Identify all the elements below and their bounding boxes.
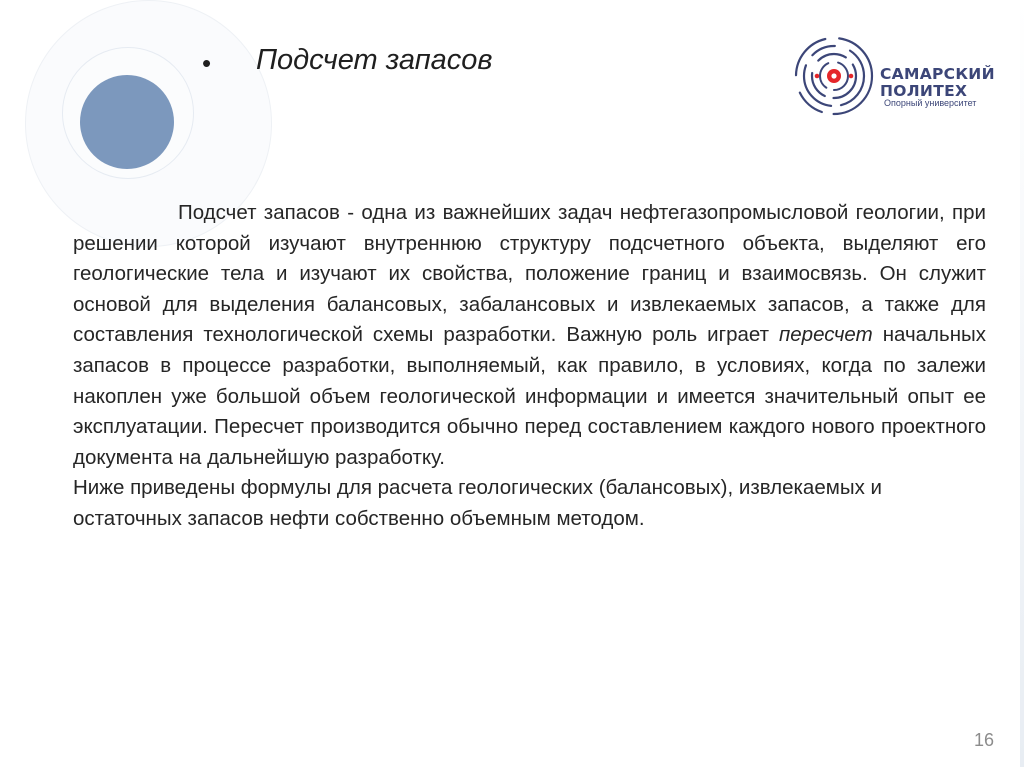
paragraph-main-emphasis: пересчет (779, 323, 873, 347)
logo-emblem-icon (790, 30, 884, 124)
slide-title: Подсчет запасов (256, 44, 493, 76)
paragraph-main-part1: Подсчет запасов - одна из важнейших задач нефтегазопромысловой геологии, при решении которой изучают внутреннюю структуру подсчетного объекта, выделяют его геологические тела и изучают их свойства, положение границ и взаимосвязь. Он служит основой для выделения балансовых, забалансовых и извлекаемых запасов, а также для составления технологической схемы разработки. Важную роль играет (73, 201, 986, 347)
slide-edge-shadow (1020, 0, 1024, 767)
logo-name-line1: САМАРСКИЙ (880, 65, 995, 83)
paragraph-main-part2: начальных запасов в процессе разработки, выполняемый, как правило, в условиях, когда по залежи накоплен уже большой объем геологической информации и имеется значительный опыт ее эксплуатации. Пересчет производится обычно перед составлением каждого нового проектного документа на дальнейшую разработку. (73, 323, 986, 469)
paragraph-formulas-intro: Ниже приведены формулы для расчета геологических (балансовых), извлекаемых и остаточных запасов нефти собственно объемным методом. (73, 476, 882, 530)
page-number: 16 (974, 730, 995, 750)
logo-subtitle: Опорный университет (884, 98, 977, 108)
university-logo (790, 30, 995, 130)
decorative-circle (80, 75, 174, 169)
title-bullet: • (202, 48, 212, 78)
slide-body (73, 198, 986, 535)
logo-name (880, 66, 995, 100)
paragraph-main (73, 198, 986, 473)
logo-name-line2: ПОЛИТЕХ (880, 82, 968, 100)
